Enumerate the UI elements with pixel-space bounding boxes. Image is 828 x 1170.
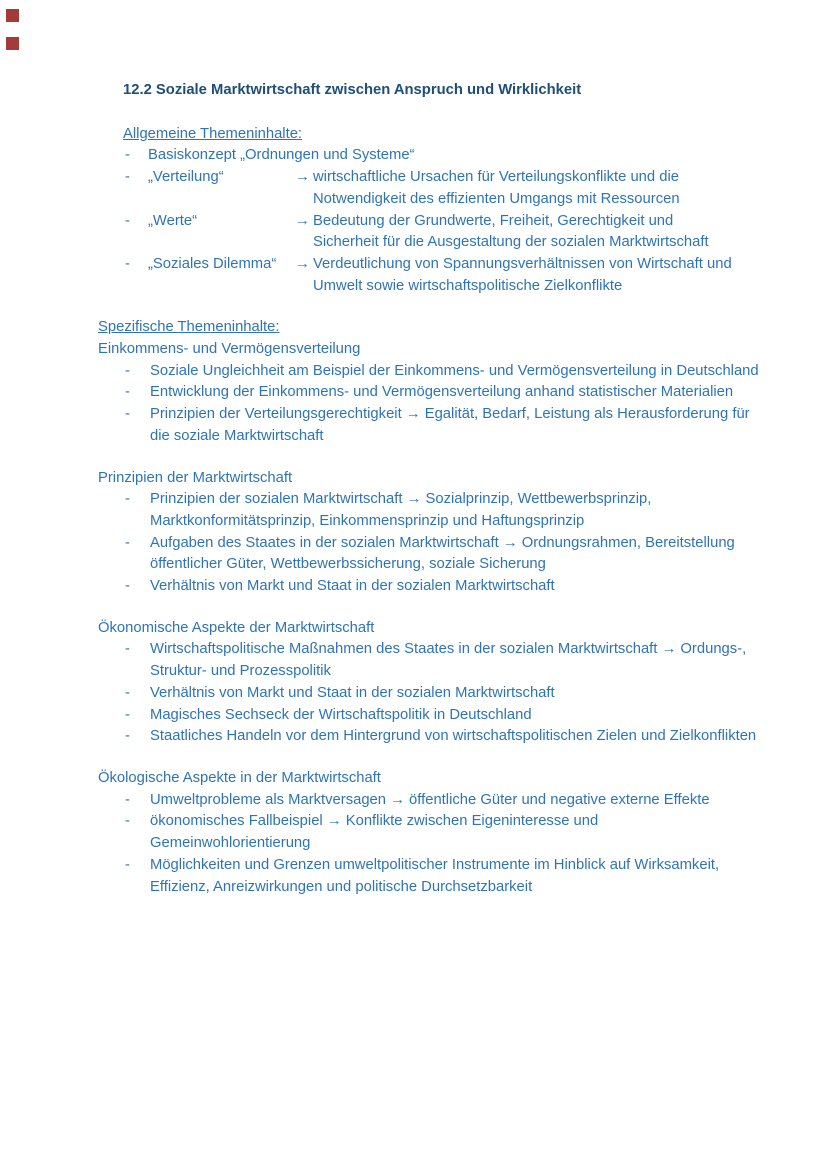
list-item	[125, 855, 828, 898]
item-text: Umweltprobleme als Marktversagen → öffentliche Güter und negative externe Effekte	[150, 791, 710, 808]
page-marker-icon	[6, 9, 19, 22]
item-text: Magisches Sechseck der Wirtschaftspolitik in Deutschland	[150, 706, 532, 723]
item-text: Staatliches Handeln vor dem Hintergrund von wirtschaftspolitischen Zielen und Zielkonflikten	[150, 728, 757, 745]
item-text: Prinzipien der sozialen Marktwirtschaft → Sozialprinzip, Wettbewerbsprinzip, Marktkonformitätsprinzip, Einkommensprinzip und Haftungsprinzip	[150, 491, 652, 529]
list-item	[125, 811, 828, 854]
item-text: Verhältnis von Markt und Staat in der sozialen Marktwirtschaft	[150, 684, 555, 701]
dash-bullet: -	[125, 362, 130, 379]
list-item	[125, 489, 828, 532]
dash-bullet: -	[125, 491, 130, 508]
item-text: ökonomisches Fallbeispiel → Konflikte zwischen Eigeninteresse und Gemeinwohlorientierung	[150, 813, 599, 852]
dash-bullet: -	[125, 255, 130, 272]
dash-bullet: -	[125, 169, 130, 186]
section-title: Ökologische Aspekte in der Marktwirtschaft	[98, 769, 381, 786]
item-text: Möglichkeiten und Grenzen umweltpolitischer Instrumente im Hinblick auf Wirksamkeit, Effizienz, Anreizwirkungen und politische Durchsetzbarkeit	[150, 856, 720, 895]
list-item	[125, 683, 828, 705]
item-text: wirtschaftliche Ursachen für Verteilungskonflikte und die Notwendigkeit des effizienten Umgangs mit Ressourcen	[313, 169, 680, 207]
list-item	[125, 382, 828, 404]
arrow-icon: →	[295, 169, 310, 186]
list-item	[125, 254, 828, 297]
allgemein-list	[125, 145, 828, 297]
dash-bullet: -	[125, 534, 130, 551]
dash-bullet: -	[125, 813, 130, 830]
item-term: „Verteilung“	[148, 169, 224, 186]
arrow-icon: →	[295, 255, 310, 272]
section-heading-spezifisch: Spezifische Themeninhalte:	[98, 319, 280, 336]
dash-bullet: -	[125, 641, 130, 658]
dash-bullet: -	[125, 791, 130, 808]
item-text: Soziale Ungleichheit am Beispiel der Einkommens- und Vermögensverteilung in Deutschland	[150, 362, 759, 379]
section-heading-allgemein: Allgemeine Themeninhalte:	[123, 125, 303, 142]
list-item	[125, 639, 828, 682]
item-text: Prinzipien der Verteilungsgerechtigkeit → Egalität, Bedarf, Leistung als Herausforderung für die soziale Marktwirtschaft	[150, 406, 750, 444]
dash-bullet: -	[125, 212, 130, 229]
topic-section	[0, 618, 828, 748]
section-title: Einkommens- und Vermögensverteilung	[98, 341, 361, 358]
document-title: 12.2 Soziale Marktwirtschaft zwischen Anspruch und Wirklichkeit	[123, 82, 582, 98]
arrow-icon: →	[295, 212, 310, 229]
section-title: Ökonomische Aspekte der Marktwirtschaft	[98, 619, 375, 636]
section-title: Prinzipien der Marktwirtschaft	[98, 469, 293, 486]
dash-bullet: -	[125, 406, 130, 423]
list-item	[125, 361, 828, 383]
dash-bullet: -	[125, 147, 130, 164]
list-item	[125, 404, 828, 447]
item-text: Verdeutlichung von Spannungsverhältnissen von Wirtschaft und Umwelt sowie wirtschaftspolitische Zielkonflikte	[313, 255, 732, 294]
item-text: Wirtschaftspolitische Maßnahmen des Staates in der sozialen Marktwirtschaft → Ordungs-, Struktur- und Prozesspolitik	[150, 641, 747, 680]
dash-bullet: -	[125, 856, 130, 873]
page-marker-icon	[6, 37, 19, 50]
list-item	[125, 167, 828, 210]
list-item	[125, 211, 828, 254]
list-item	[125, 726, 828, 748]
dash-bullet: -	[125, 384, 130, 401]
list-item	[125, 705, 828, 727]
dash-bullet: -	[125, 706, 130, 723]
list-item	[125, 145, 828, 167]
item-term: „Soziales Dilemma“	[148, 255, 277, 272]
item-text: Aufgaben des Staates in der sozialen Marktwirtschaft → Ordnungsrahmen, Bereitstellung öffentlicher Güter, Wettbewerbssicherung, soziale Sicherung	[150, 534, 735, 573]
item-text: Bedeutung der Grundwerte, Freiheit, Gerechtigkeit und Sicherheit für die Ausgestaltung der sozialen Marktwirtschaft	[313, 212, 709, 251]
list-item	[125, 533, 828, 576]
topic-section	[0, 768, 828, 898]
item-term: „Werte“	[148, 212, 198, 229]
item-term: Basiskonzept „Ordnungen und Systeme“	[148, 147, 415, 164]
list-item	[125, 790, 828, 812]
item-text: Entwicklung der Einkommens- und Vermögensverteilung anhand statistischer Materialien	[150, 384, 734, 401]
dash-bullet: -	[125, 728, 130, 745]
dash-bullet: -	[125, 578, 130, 595]
item-text: Verhältnis von Markt und Staat in der sozialen Marktwirtschaft	[150, 578, 555, 595]
topic-section	[0, 339, 828, 448]
list-item	[125, 576, 828, 598]
topic-section	[0, 468, 828, 598]
dash-bullet: -	[125, 684, 130, 701]
